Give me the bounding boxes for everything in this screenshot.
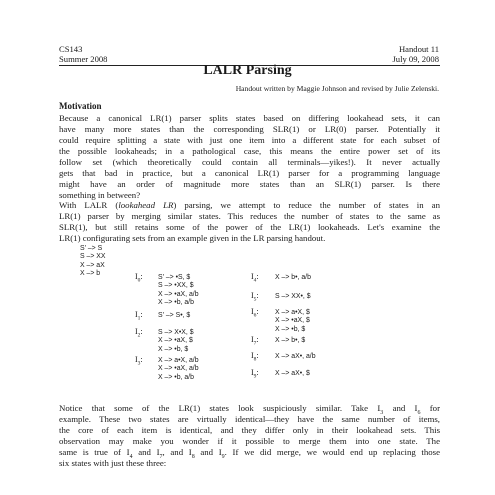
text-line: Because a canonical LR(1) parser splits states based on differing lookahead sets, it can	[59, 113, 440, 123]
state-label-i6: $I_6$:	[251, 307, 259, 319]
page-title: LALR Parsing	[203, 63, 292, 78]
text-line: might have an order of magnitude more states than an SLR(1) parser. Is there	[59, 179, 440, 189]
state-label-i5: $I_5$:	[251, 291, 259, 303]
grammar-rule: S' –> S	[80, 245, 103, 252]
grammar-rules	[80, 245, 105, 279]
lr-item: X –> •b, $	[158, 345, 189, 353]
grammar-rule: X –> b	[80, 270, 101, 278]
grammar-rule: X –> aX	[80, 261, 105, 269]
lr-item: X –> •aX, $	[158, 337, 193, 345]
text-line: LR(1) configurating sets from an example given in the LR parsing handout.	[59, 233, 326, 243]
lr-item: X –> •aX, $	[275, 317, 310, 325]
handout-date: July 09, 2008	[392, 54, 439, 64]
state-label-i2: $I_2$:	[135, 327, 143, 339]
lr-item: X –> •b, $	[275, 325, 306, 333]
state-items-i4	[275, 274, 311, 282]
state-items-i1	[158, 312, 190, 320]
state-label-i9: $I_9$:	[251, 368, 259, 380]
text-line: have many more states than the corresponding SLR(1) or LR(0) parser. Potentially it	[59, 124, 440, 134]
term: Summer 2008	[59, 54, 108, 64]
state-label-i4: $I_4$:	[251, 272, 259, 284]
text-line: LR(1) parser by merging similar states. This reduces the number of states to the same as	[59, 211, 440, 221]
section-heading-motivation: Motivation	[59, 101, 102, 111]
state-label-i7: $I_7$:	[251, 335, 259, 347]
text-line: could require splitting a state with just one item into a different state for each subset of	[59, 135, 440, 145]
lr-item: X –> a•X, $	[275, 309, 310, 316]
state-items-i8	[275, 353, 316, 361]
text-line: same is true of $I_4$ and $I_7$, and $I_8$ and $I_9$. If we did merge, we would end up replacing those	[59, 447, 440, 460]
lr-item: X –> b•, $	[275, 337, 306, 344]
lr-item: X –> b•, a/b	[275, 274, 311, 281]
text-line: something in between?	[59, 190, 141, 200]
state-label-i8: $I_8$:	[251, 351, 259, 363]
lr-item: X –> •aX, a/b	[158, 290, 199, 298]
lr-item: X –> •b, a/b	[158, 299, 194, 307]
text-line: six states with just these three:	[59, 458, 167, 468]
text-line: gets that bad in practice, but a canonical LR(1) parser for a programming language	[59, 168, 440, 178]
author-credit: Handout written by Maggie Johnson and revised by Julie Zelenski.	[235, 84, 439, 93]
lr-item: S –> XX•, $	[275, 293, 311, 300]
text-line: the possible lookaheads; in a pathological case, this means the entire power set of its	[59, 146, 440, 156]
lr-item: X –> •b, a/b	[158, 373, 194, 381]
state-label-i3: $I_3$:	[135, 355, 143, 367]
text-line: the core of each item is identical, and they differ only in their lookahead sets. This	[59, 425, 440, 435]
lr-item: X –> •aX, a/b	[158, 365, 199, 373]
lr-item: X –> aX•, $	[275, 370, 310, 377]
lr-item: S –> •XX, $	[158, 282, 194, 290]
lr-item: S' –> S•, $	[158, 312, 191, 319]
state-items-i6	[275, 309, 310, 334]
text-line: example. These two states are virtually identical—they have the same number of items,	[59, 414, 440, 424]
state-items-i9	[275, 370, 310, 378]
state-items-i0	[158, 274, 199, 308]
course-code: CS143	[59, 44, 83, 54]
lr-item: X –> a•X, a/b	[158, 357, 199, 364]
text-line: observation may make you wonder if it possible to merge them into one state. The	[59, 436, 440, 446]
lr-item: X –> aX•, a/b	[275, 353, 316, 360]
lr-item: S –> X•X, $	[158, 329, 194, 336]
state-items-i3	[158, 357, 199, 382]
grammar-rule: S –> XX	[80, 253, 106, 261]
lr-item: S' –> •S, $	[158, 274, 191, 281]
text-line: Notice that some of the LR(1) states look suspiciously similar. Take $I_3$ and $I_6$ for	[59, 403, 440, 416]
state-items-i7	[275, 337, 305, 345]
handout-number: Handout 11	[398, 44, 439, 54]
state-items-i5	[275, 293, 311, 301]
state-items-i2	[158, 329, 194, 354]
text-line: With LALR (lookahead LR) parsing, we attempt to reduce the number of states in an	[59, 200, 440, 210]
text-line: SLR(1), but still retains some of the power of the LR(1) lookaheads. Let's examine the	[59, 222, 440, 232]
state-label-i1: $I_1$:	[135, 310, 143, 322]
text-line: follow set (which theoretically could contain all terminals—yikes!). It never actually	[59, 157, 440, 167]
state-label-i0: $I_0$:	[135, 272, 143, 284]
